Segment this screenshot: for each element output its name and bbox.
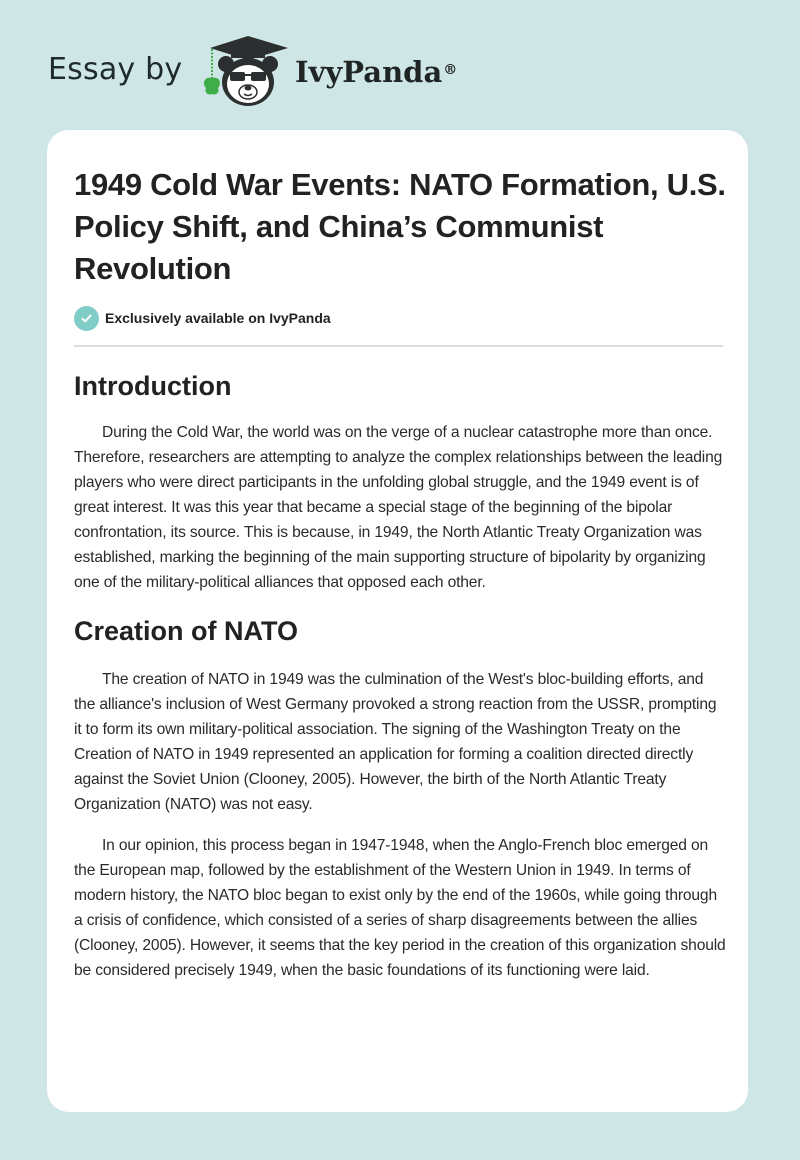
exclusive-badge xyxy=(74,305,331,331)
article-body xyxy=(74,366,726,999)
paragraph: In our opinion, this process began in 1947-1948, when the Anglo-French bloc emerged on the European map, followed by the establishment of the Western Union in 1949. In terms of modern history, the NATO bloc began to exist only by the end of the 1960s, while going through a crisis of confidence, which consisted of a series of sharp disagreements between the allies (Clooney, 2005). However, it seems that the key period in the creation of this organization should be considered precisely 1949, when the basic foundations of its functioning were laid. xyxy=(74,837,726,979)
brand-prefix: Essay by xyxy=(48,52,183,87)
page-title: 1949 Cold War Events: NATO Formation, U.S. Policy Shift, and China’s Communist Revolution xyxy=(74,167,726,286)
section-heading: Introduction xyxy=(74,371,232,401)
brand-name[interactable] xyxy=(295,52,457,92)
section-introduction xyxy=(74,366,726,595)
exclusive-badge-label: Exclusively available on IvyPanda xyxy=(105,310,331,326)
paragraph: During the Cold War, the world was on the verge of a nuclear catastrophe more than once. Therefore, researchers are attempting to analyze the complex relationships between the leading players who were direct participants in the unfolding global struggle, and the 1949 event is of great interest. It was this year that became a special stage of the beginning of the bipolar confrontation, its source. This is because, in 1949, the North Atlantic Treaty Organization was established, marking the beginning of the main supporting structure of bipolarity by organizing one of the military-political alliances that opposed each other. xyxy=(74,424,723,591)
check-circle-icon xyxy=(74,306,99,331)
brand-name-text: IvyPanda xyxy=(295,55,443,89)
section-heading: Creation of NATO xyxy=(74,616,299,646)
paragraph: The creation of NATO in 1949 was the culmination of the West's bloc-building efforts, and the alliance's inclusion of West Germany provoked a strong reaction from the USSR, prompting it to form its own military-political association. The signing of the Washington Treaty on the Creation of NATO in 1949 represented an application for forming a coalition directed directly against the Soviet Union (Clooney, 2005). However, the birth of the North Atlantic Treaty Organization (NATO) was not easy. xyxy=(74,671,717,813)
site-header xyxy=(0,0,800,120)
registered-mark: ® xyxy=(443,62,458,78)
divider xyxy=(74,345,723,347)
panda-graduate-icon[interactable] xyxy=(198,34,292,110)
section-creation-of-nato xyxy=(74,611,726,983)
essay-card xyxy=(47,130,748,1112)
